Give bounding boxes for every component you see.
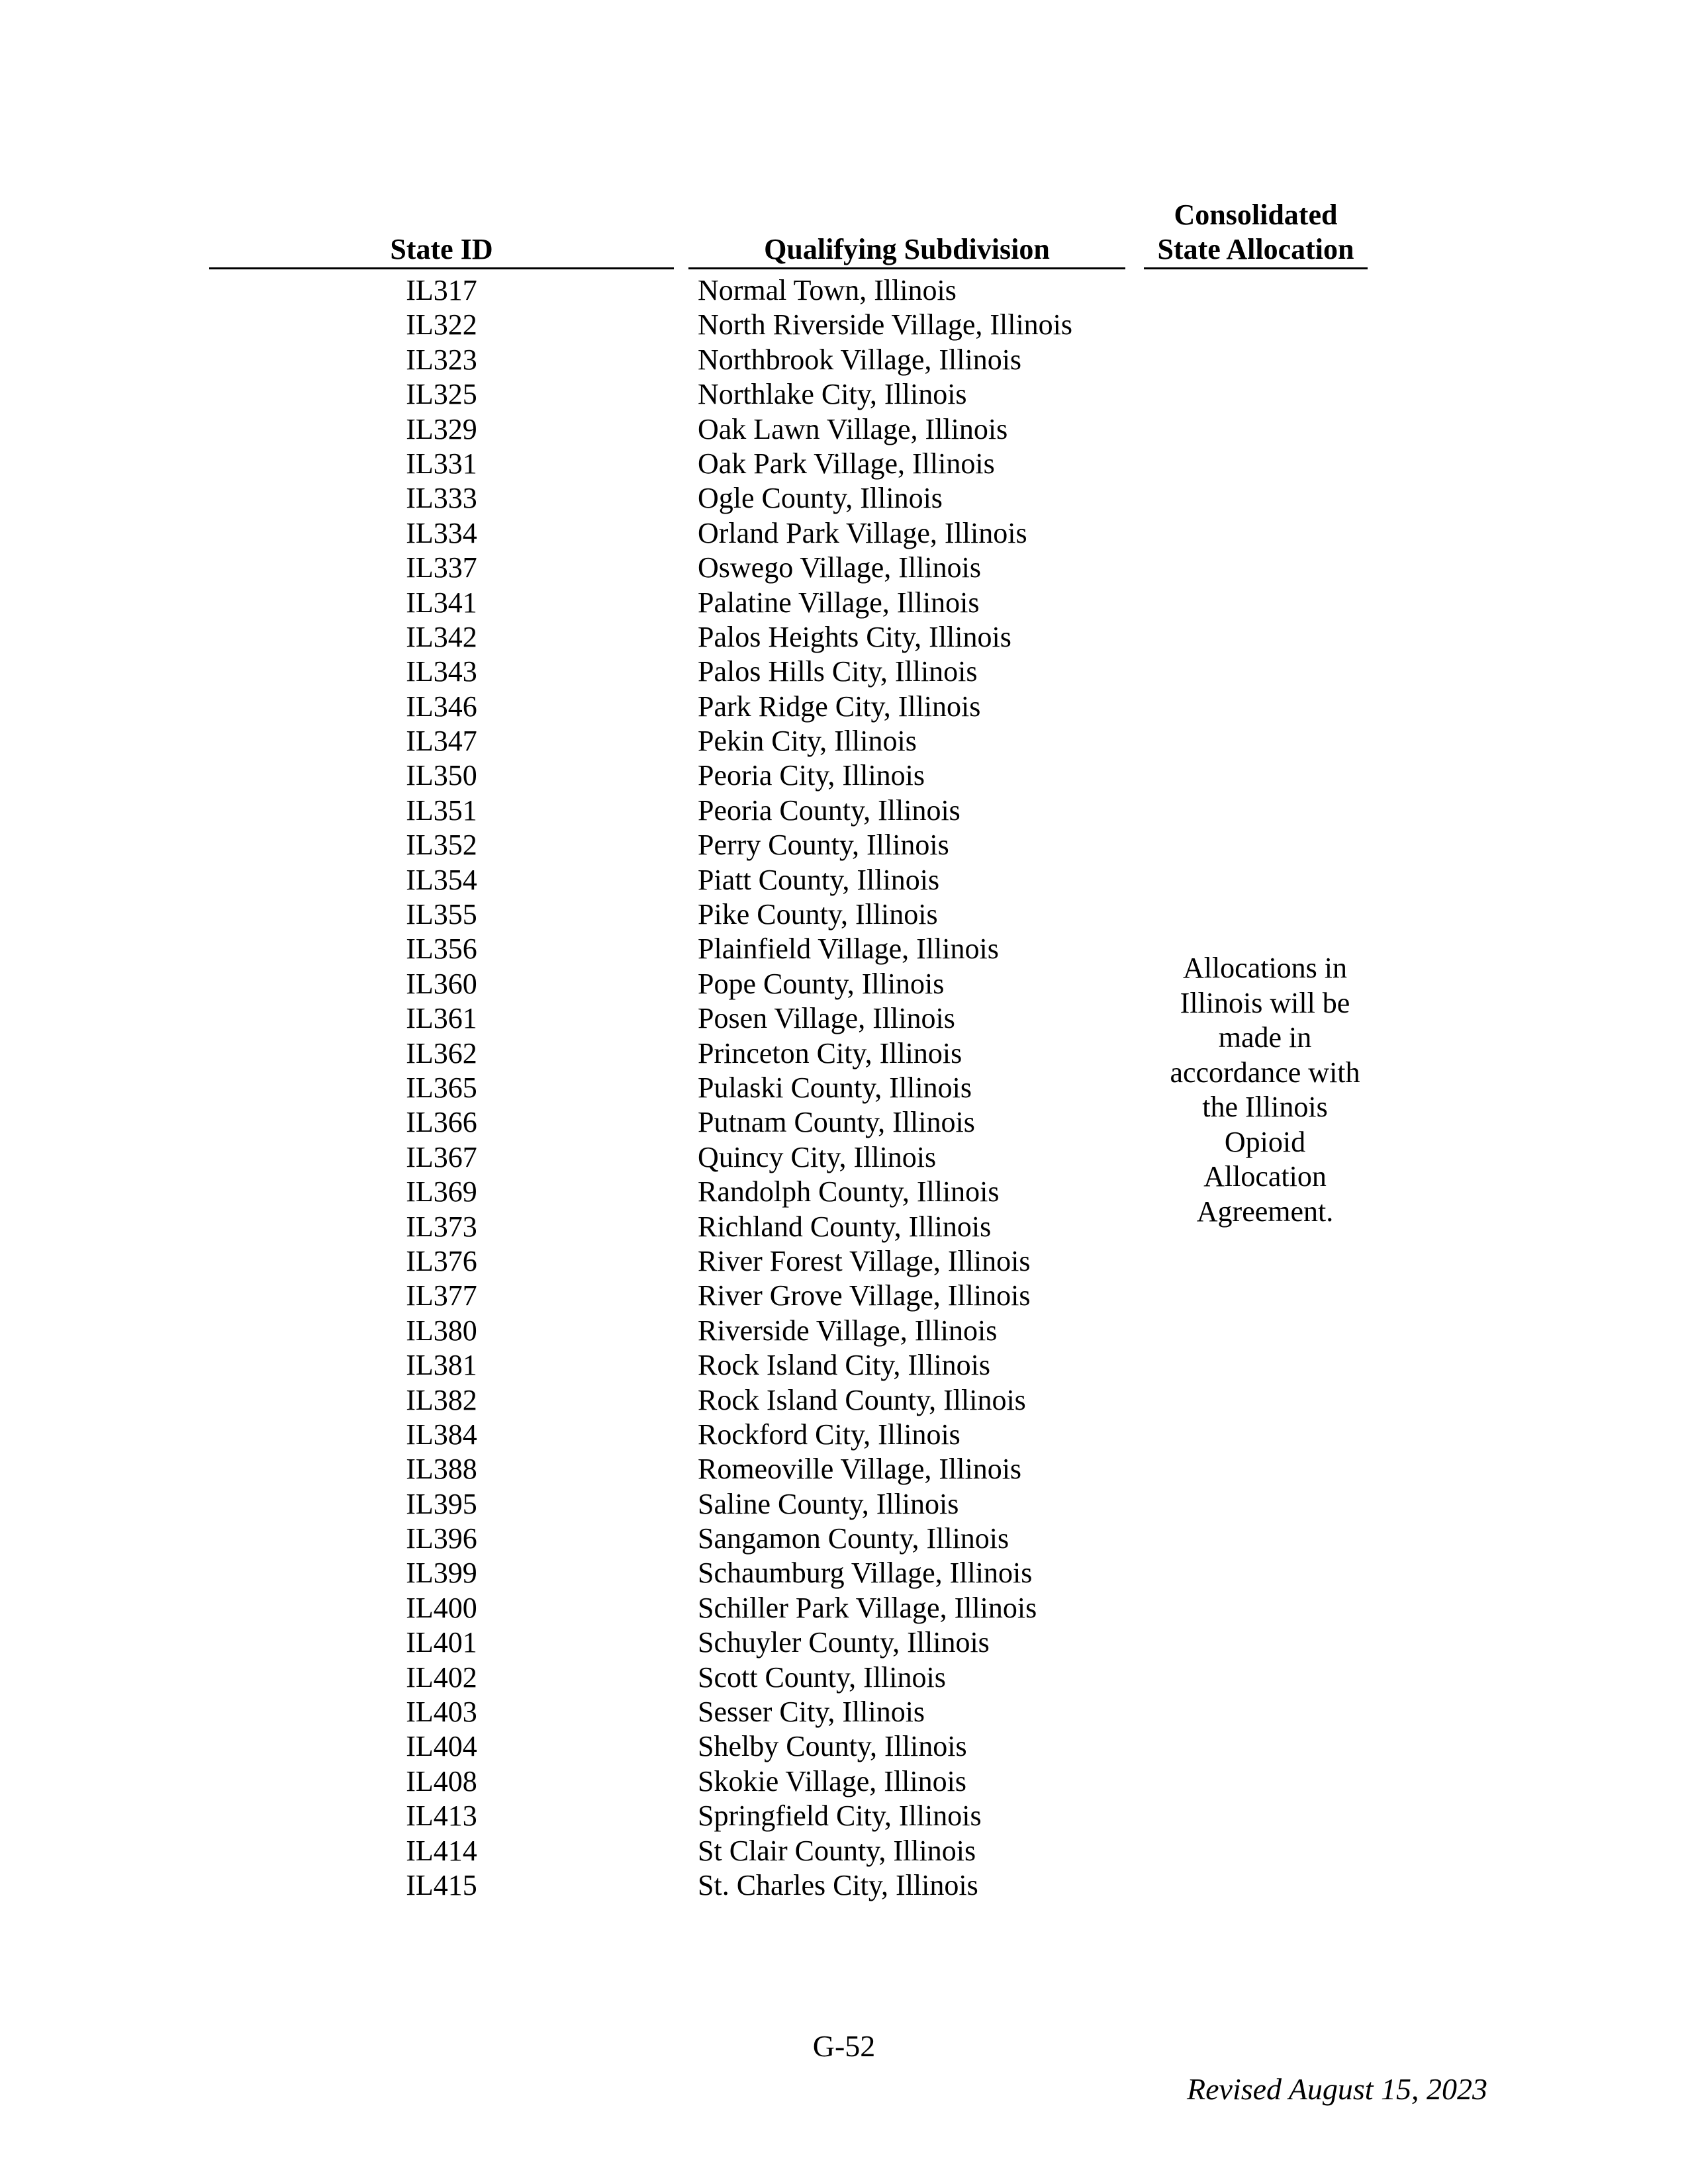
table-row — [0, 308, 1688, 342]
header-rule-state-id — [209, 267, 674, 269]
subdivision-cell: Springfield City, Illinois — [698, 1799, 982, 1833]
table-row — [0, 1105, 1688, 1140]
table-row — [0, 1834, 1688, 1868]
state-id-cell: IL396 — [406, 1522, 477, 1555]
subdivision-cell: Riverside Village, Illinois — [698, 1314, 998, 1347]
subdivision-cell: Rock Island County, Illinois — [698, 1383, 1026, 1416]
state-id-cell: IL380 — [406, 1314, 477, 1347]
table-row — [0, 273, 1688, 308]
table-row — [0, 1383, 1688, 1418]
state-id-cell: IL400 — [406, 1591, 477, 1624]
state-id-cell: IL415 — [406, 1868, 477, 1901]
subdivision-cell: Randolph County, Illinois — [698, 1175, 1000, 1208]
table-row — [0, 1071, 1688, 1105]
table-row — [0, 1036, 1688, 1071]
revised-date: Revised August 15, 2023 — [1187, 2072, 1487, 2106]
subdivision-cell: Pulaski County, Illinois — [698, 1071, 972, 1104]
table-row — [0, 794, 1688, 828]
table-row — [0, 1314, 1688, 1348]
table-row — [0, 1764, 1688, 1799]
subdivision-cell: Oak Park Village, Illinois — [698, 447, 995, 480]
subdivision-cell: Richland County, Illinois — [698, 1210, 992, 1243]
table-row — [0, 377, 1688, 412]
state-id-cell: IL395 — [406, 1487, 477, 1520]
subdivision-cell: North Riverside Village, Illinois — [698, 308, 1073, 341]
allocation-note-line: Allocations in — [1182, 952, 1348, 984]
subdivision-cell: Skokie Village, Illinois — [698, 1764, 966, 1797]
state-id-cell: IL356 — [406, 933, 477, 966]
state-id-cell: IL333 — [406, 482, 477, 515]
subdivision-cell: Perry County, Illinois — [698, 829, 949, 862]
subdivision-cell: Normal Town, Illinois — [698, 274, 957, 306]
state-id-cell: IL388 — [406, 1453, 477, 1486]
table-row — [0, 412, 1688, 447]
allocation-note-line: Illinois will be — [1180, 986, 1350, 1019]
state-id-cell: IL382 — [406, 1383, 477, 1416]
state-id-cell: IL384 — [406, 1418, 477, 1451]
table-row — [0, 1625, 1688, 1660]
state-id-cell: IL402 — [406, 1661, 477, 1694]
subdivision-cell: Romeoville Village, Illinois — [698, 1453, 1022, 1486]
state-id-cell: IL369 — [406, 1175, 477, 1208]
subdivision-cell: Orland Park Village, Illinois — [698, 516, 1027, 549]
table-row — [0, 1661, 1688, 1695]
header-consolidated: Consolidated — [1174, 199, 1338, 231]
subdivision-cell: Rockford City, Illinois — [698, 1418, 961, 1451]
subdivision-cell: St Clair County, Illinois — [698, 1834, 976, 1867]
table-row — [0, 620, 1688, 655]
table-row — [0, 1522, 1688, 1556]
allocation-note-line: the Illinois — [1202, 1091, 1328, 1123]
subdivision-cell: Oak Lawn Village, Illinois — [698, 412, 1008, 445]
table-row — [0, 1868, 1688, 1903]
subdivision-cell: Plainfield Village, Illinois — [698, 933, 999, 966]
header-qualifying-subdivision: Qualifying Subdivision — [764, 233, 1050, 265]
subdivision-cell: Pope County, Illinois — [698, 967, 945, 1000]
table-row — [0, 1487, 1688, 1522]
state-id-cell: IL351 — [406, 794, 477, 827]
subdivision-cell: Saline County, Illinois — [698, 1487, 959, 1520]
subdivision-cell: Pike County, Illinois — [698, 898, 938, 931]
subdivision-cell: Schuyler County, Illinois — [698, 1626, 990, 1659]
state-id-cell: IL376 — [406, 1244, 477, 1277]
subdivision-cell: Palos Hills City, Illinois — [698, 655, 978, 688]
subdivision-cell: Schaumburg Village, Illinois — [698, 1557, 1033, 1590]
state-id-cell: IL355 — [406, 898, 477, 931]
table-row — [0, 690, 1688, 724]
subdivision-cell: Peoria City, Illinois — [698, 759, 925, 792]
allocation-note-line: made in — [1218, 1021, 1312, 1054]
page-number: G-52 — [812, 2029, 876, 2063]
subdivision-cell: Princeton City, Illinois — [698, 1036, 962, 1069]
state-id-cell: IL325 — [406, 378, 477, 411]
table-row — [0, 724, 1688, 758]
state-id-cell: IL354 — [406, 863, 477, 896]
subdivision-cell: Putnam County, Illinois — [698, 1106, 975, 1139]
header-state-id: State ID — [390, 233, 493, 265]
state-id-cell: IL403 — [406, 1696, 477, 1729]
state-id-cell: IL337 — [406, 551, 477, 584]
header-state-allocation: State Allocation — [1157, 233, 1354, 265]
state-id-cell: IL377 — [406, 1279, 477, 1312]
subdivision-cell: Rock Island City, Illinois — [698, 1349, 991, 1382]
table-row — [0, 897, 1688, 932]
state-id-cell: IL317 — [406, 274, 477, 306]
table-row — [0, 967, 1688, 1001]
state-id-cell: IL362 — [406, 1036, 477, 1069]
table-row — [0, 1556, 1688, 1590]
table-row — [0, 481, 1688, 516]
subdivision-cell: Quincy City, Illinois — [698, 1140, 937, 1173]
state-id-cell: IL401 — [406, 1626, 477, 1659]
table-row — [0, 1591, 1688, 1625]
state-id-cell: IL365 — [406, 1071, 477, 1104]
subdivision-cell: St. Charles City, Illinois — [698, 1868, 978, 1901]
state-id-cell: IL342 — [406, 620, 477, 653]
state-id-cell: IL331 — [406, 447, 477, 480]
table-row — [0, 1244, 1688, 1279]
state-id-cell: IL323 — [406, 343, 477, 376]
header-rule-subdivision — [688, 267, 1125, 269]
state-id-cell: IL399 — [406, 1557, 477, 1590]
table-row — [0, 655, 1688, 689]
subdivision-cell: Palos Heights City, Illinois — [698, 620, 1011, 653]
state-id-cell: IL341 — [406, 586, 477, 619]
subdivision-cell: Peoria County, Illinois — [698, 794, 961, 827]
state-id-cell: IL322 — [406, 308, 477, 341]
table-row — [0, 586, 1688, 620]
state-id-cell: IL352 — [406, 829, 477, 862]
table-row — [0, 516, 1688, 551]
state-id-cell: IL413 — [406, 1799, 477, 1833]
table-row — [0, 1729, 1688, 1764]
subdivision-cell: Ogle County, Illinois — [698, 482, 943, 515]
state-id-cell: IL329 — [406, 412, 477, 445]
state-id-cell: IL334 — [406, 516, 477, 549]
table-row — [0, 1001, 1688, 1036]
table-row — [0, 1210, 1688, 1244]
state-id-cell: IL408 — [406, 1764, 477, 1797]
subdivision-table-body — [0, 273, 1688, 1903]
subdivision-cell: Schiller Park Village, Illinois — [698, 1591, 1037, 1624]
subdivision-cell: Piatt County, Illinois — [698, 863, 940, 896]
subdivision-cell: River Grove Village, Illinois — [698, 1279, 1031, 1312]
subdivision-cell: Sesser City, Illinois — [698, 1696, 925, 1729]
state-id-cell: IL343 — [406, 655, 477, 688]
state-id-cell: IL347 — [406, 725, 477, 758]
state-id-cell: IL361 — [406, 1002, 477, 1035]
subdivision-cell: Palatine Village, Illinois — [698, 586, 980, 619]
table-row — [0, 447, 1688, 481]
state-id-cell: IL366 — [406, 1106, 477, 1139]
table-row — [0, 1348, 1688, 1383]
subdivision-cell: Posen Village, Illinois — [698, 1002, 955, 1035]
table-row — [0, 1418, 1688, 1452]
subdivision-cell: Scott County, Illinois — [698, 1661, 946, 1694]
allocation-note — [1153, 951, 1377, 1229]
subdivision-cell: Pekin City, Illinois — [698, 725, 917, 758]
state-id-cell: IL367 — [406, 1140, 477, 1173]
table-row — [0, 758, 1688, 793]
table-row — [0, 1279, 1688, 1313]
subdivision-cell: Shelby County, Illinois — [698, 1730, 967, 1763]
table-row — [0, 551, 1688, 585]
allocation-note-line: accordance with — [1170, 1056, 1360, 1089]
table-row — [0, 1695, 1688, 1729]
subdivision-cell: Sangamon County, Illinois — [698, 1522, 1009, 1555]
table-row — [0, 828, 1688, 862]
allocation-note-line: Allocation — [1203, 1160, 1327, 1193]
table-row — [0, 1140, 1688, 1175]
allocation-note-line: Agreement. — [1196, 1195, 1334, 1228]
subdivision-cell: River Forest Village, Illinois — [698, 1244, 1031, 1277]
table-row — [0, 1175, 1688, 1209]
state-id-cell: IL350 — [406, 759, 477, 792]
allocation-note-line: Opioid — [1224, 1125, 1306, 1158]
table-row — [0, 343, 1688, 377]
table-row — [0, 1799, 1688, 1833]
state-id-cell: IL404 — [406, 1730, 477, 1763]
state-id-cell: IL373 — [406, 1210, 477, 1243]
subdivision-cell: Oswego Village, Illinois — [698, 551, 981, 584]
table-row — [0, 1452, 1688, 1486]
subdivision-cell: Northlake City, Illinois — [698, 378, 967, 411]
header-rule-allocation — [1144, 267, 1368, 269]
state-id-cell: IL381 — [406, 1349, 477, 1382]
subdivision-cell: Northbrook Village, Illinois — [698, 343, 1022, 376]
subdivision-cell: Park Ridge City, Illinois — [698, 690, 981, 723]
table-row — [0, 932, 1688, 966]
table-row — [0, 863, 1688, 897]
state-id-cell: IL346 — [406, 690, 477, 723]
state-id-cell: IL360 — [406, 967, 477, 1000]
state-id-cell: IL414 — [406, 1834, 477, 1867]
